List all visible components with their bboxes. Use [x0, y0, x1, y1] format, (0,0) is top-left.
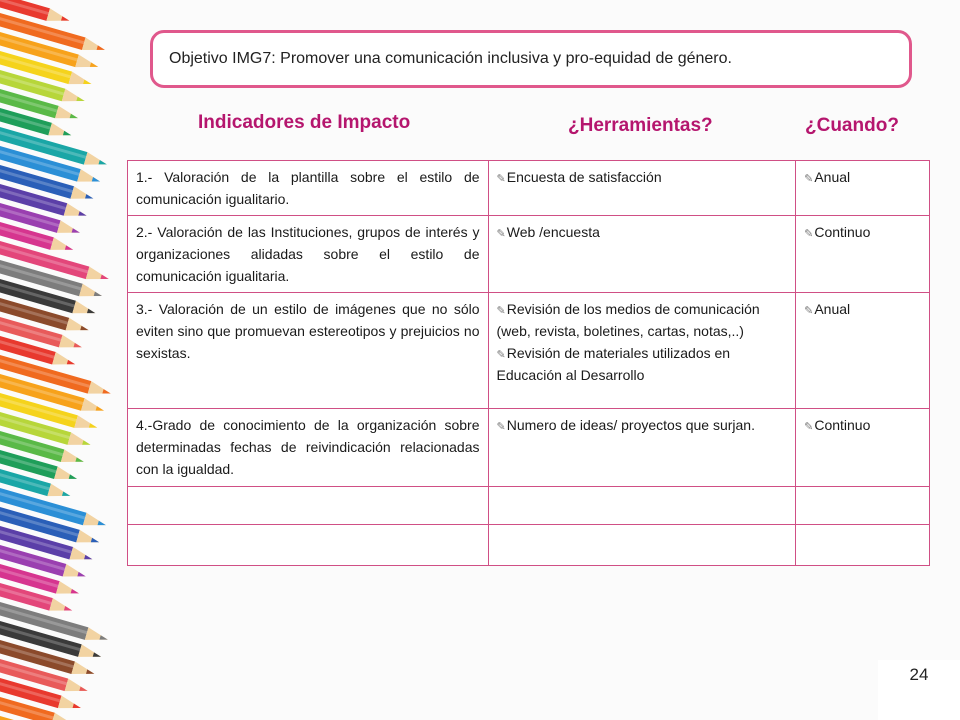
table-row-empty: [128, 486, 930, 524]
empty-cell: [488, 524, 796, 565]
empty-cell: [128, 524, 489, 565]
when-text: Anual: [814, 169, 851, 185]
empty-cell: [796, 486, 930, 524]
heading-when: ¿Cuando?: [805, 115, 899, 136]
table-row: [128, 161, 930, 216]
indicator-cell: [128, 293, 489, 409]
tool-item: [497, 415, 788, 437]
when-cell: [796, 293, 930, 409]
tool-item: [497, 299, 788, 342]
pencil-bullet-icon: ✎: [804, 228, 814, 241]
pencil-bullet-icon: ✎: [804, 173, 814, 185]
pencil-bullet-icon: ✎: [496, 173, 506, 185]
indicator-cell: [128, 216, 489, 293]
indicator-text: 3.- Valoración de un estilo de imágenes que no sólo eviten sino que promuevan estereotipos y prejuicios no sexistas.: [136, 301, 480, 361]
pencil-bullet-icon: ✎: [496, 421, 506, 434]
empty-cell: [128, 486, 489, 524]
page-number: 24: [878, 660, 960, 720]
tool-text: Revisión de los medios de comunicación (web, revista, boletines, cartas, notas,..): [496, 301, 760, 340]
pencil-bullet-icon: ✎: [496, 348, 506, 361]
empty-cell: [796, 524, 930, 565]
table-row: [128, 409, 930, 486]
tool-text: Encuesta de satisfacción: [506, 169, 662, 185]
pencil-bullet-icon: ✎: [496, 228, 506, 241]
indicator-text: 2.- Valoración de las Instituciones, grupos de interés y organizaciones alidadas sobre el estilo de comunicación igualitaria.: [136, 224, 480, 284]
objective-text: Objetivo IMG7: Promover una comunicación inclusiva y pro-equidad de género.: [169, 50, 732, 67]
indicator-cell: [128, 161, 489, 216]
pencil-bullet-icon: ✎: [804, 421, 814, 434]
when-cell: [796, 216, 930, 293]
table-row-empty: [128, 524, 930, 565]
tool-item: [497, 222, 788, 244]
tools-cell: [488, 161, 796, 216]
tools-cell: [488, 216, 796, 293]
indicators-table: [127, 160, 930, 566]
tool-text: Numero de ideas/ proyectos que surjan.: [506, 417, 755, 434]
indicator-text: 4.-Grado de conocimiento de la organización sobre determinadas fechas de reivindicación relacionadas con la igualdad.: [136, 417, 480, 477]
when-text: Continuo: [814, 417, 871, 434]
objective-box: [150, 30, 912, 88]
empty-cell: [488, 486, 796, 524]
tool-text: Web /encuesta: [506, 224, 600, 241]
when-text: Anual: [814, 301, 851, 318]
tool-item: [497, 167, 788, 189]
table-row: [128, 216, 930, 293]
table-row: [128, 293, 930, 409]
indicator-text: 1.- Valoración de la plantilla sobre el estilo de comunicación igualitario.: [136, 169, 480, 207]
pencil-bullet-icon: ✎: [496, 305, 506, 318]
tools-cell: [488, 293, 796, 409]
when-cell: [796, 409, 930, 486]
indicator-cell: [128, 409, 489, 486]
when-cell: [796, 161, 930, 216]
pencil-bullet-icon: ✎: [804, 305, 814, 318]
heading-indicators: Indicadores de Impacto: [198, 112, 411, 133]
tool-item: [497, 343, 788, 386]
tools-cell: [488, 409, 796, 486]
heading-tools: ¿Herramientas?: [568, 115, 713, 136]
when-text: Continuo: [814, 224, 871, 241]
colored-pencils-decoration: [0, 0, 120, 720]
tool-text: Revisión de materiales utilizados en Educación al Desarrollo: [496, 344, 731, 383]
